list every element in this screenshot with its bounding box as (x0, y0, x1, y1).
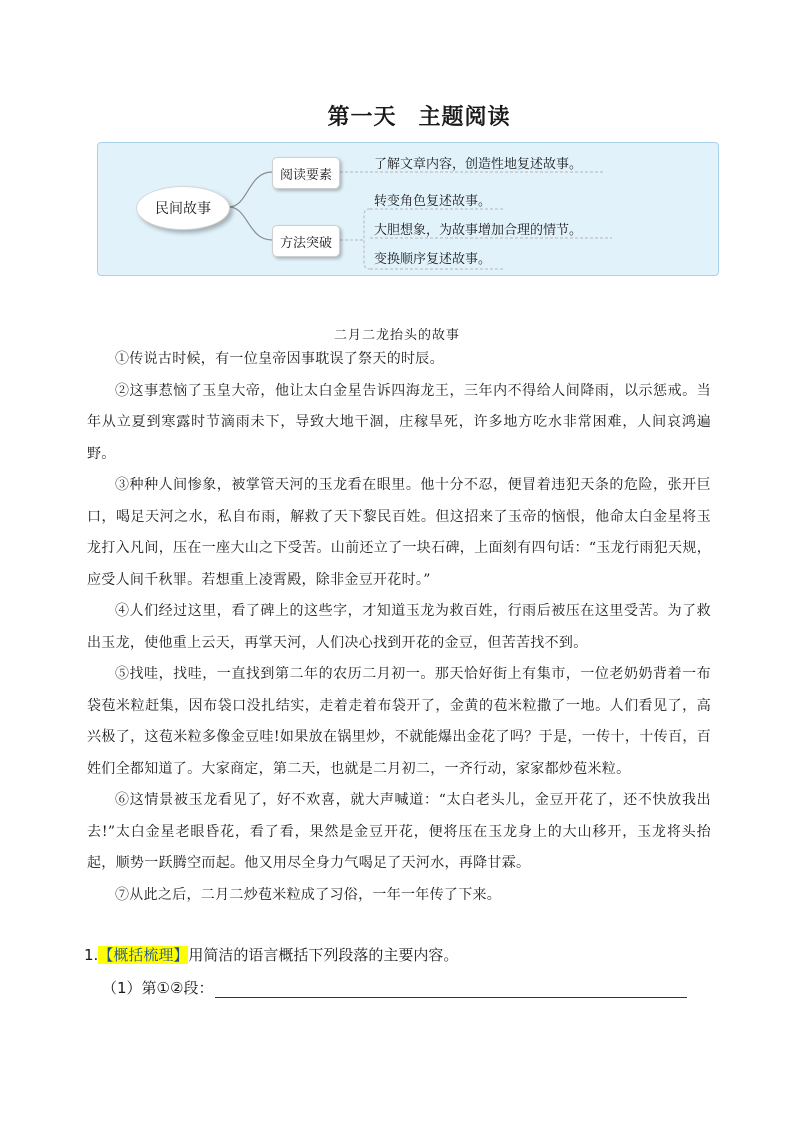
mind-map-branch-methods: 方法突破 (272, 225, 340, 257)
mind-map-leaf: 大胆想象，为故事增加合理的情节。 (374, 223, 583, 238)
article-paragraph-1: ①传说古时候，有一位皇帝因事耽误了祭天的时辰。 (115, 351, 444, 367)
mind-map (97, 142, 719, 276)
article-body (87, 344, 711, 911)
bracket-branch2 (364, 209, 370, 269)
connector-root-branch1 (229, 172, 272, 207)
question-tag: 【概括梳理】 (98, 946, 189, 964)
question-1 (84, 944, 458, 965)
article-paragraph-5: ⑤找哇，找哇，一直找到第二年的农历二月初一。那天恰好街上有集市，一位老奶奶背着一布袋苞米粒赶集，因布袋口没扎结实，走着走着布袋开了，金黄的苞米粒撒了一地。人们看见了，高兴极了，这苞米粒多像金豆哇!如果放在锅里炒，不就能爆出金花了吗？于是，一传十，十传百，百姓们全都知道了。大家商定，第二天，也就是二月初二，一齐行动，家家都炒苞米粒。 (87, 666, 711, 777)
article-paragraph-4: ④人们经过这里，看了碑上的这些字，才知道玉龙为救百姓，行雨后被压在这里受苦。为了救出玉龙，使他重上云天，再掌天河，人们决心找到开花的金豆，但苦苦找不到。 (87, 603, 711, 651)
connector-root-branch2 (229, 207, 272, 240)
question-text: 用简洁的语言概括下列段落的主要内容。 (188, 946, 459, 964)
sub-question-1 (102, 977, 687, 998)
page-title-part1: 第一天 (327, 105, 397, 130)
question-number: 1. (84, 946, 99, 964)
mind-map-leaf: 变换顺序复述故事。 (374, 252, 492, 267)
mind-map-leaf: 了解文章内容，创造性地复述故事。 (374, 157, 583, 172)
article-paragraph-7: ⑦从此之后，二月二炒苞米粒成了习俗，一年一年传了下来。 (115, 886, 502, 903)
answer-blank[interactable] (215, 981, 687, 998)
mind-map-branch-reading: 阅读要素 (272, 157, 340, 189)
mind-map-leaf: 转变角色复述故事。 (374, 194, 492, 209)
article-paragraph-6: ⑥这情景被玉龙看见了，好不欢喜，就大声喊道：“太白老头儿，金豆开花了，还不快放我出去!”太白金星老眼昏花，看了看，果然是金豆开花，便将压在玉龙身上的大山移开，玉龙将头抬起，顺势一跃腾空而起。他又用尽全身力气喝足了天河水，再降甘霖。 (87, 792, 711, 871)
article-paragraph-2: ②这事惹恼了玉皇大帝，他让太白金星告诉四海龙王，三年内不得给人间降雨，以示惩戒。当年从立夏到寒露时节滴雨未下，导致大地干涸，庄稼旱死，许多地方吃水非常困难，人间哀鸿遍野。 (87, 382, 711, 462)
page-title (0, 100, 794, 131)
page-title-part2: 主题阅读 (418, 105, 511, 130)
mind-map-root: 民间故事 (136, 186, 230, 230)
sub-question-label: （1）第①②段： (102, 979, 214, 997)
article-paragraph-3: ③种种人间惨象，被掌管天河的玉龙看在眼里。他十分不忍，便冒着违犯天条的危险，张开巨口，喝足天河之水，私自布雨，解救了天下黎民百姓。但这招来了玉帝的恼恨，他命太白金星将玉龙打入凡间，压在一座大山之下受苦。山前还立了一块石碑，上面刻有四句话：“玉龙行雨犯天规，应受人间千秋罪。若想重上凌霄殿，除非金豆开花时。” (87, 477, 711, 588)
article-title: 二月二龙抬头的故事 (333, 328, 460, 343)
